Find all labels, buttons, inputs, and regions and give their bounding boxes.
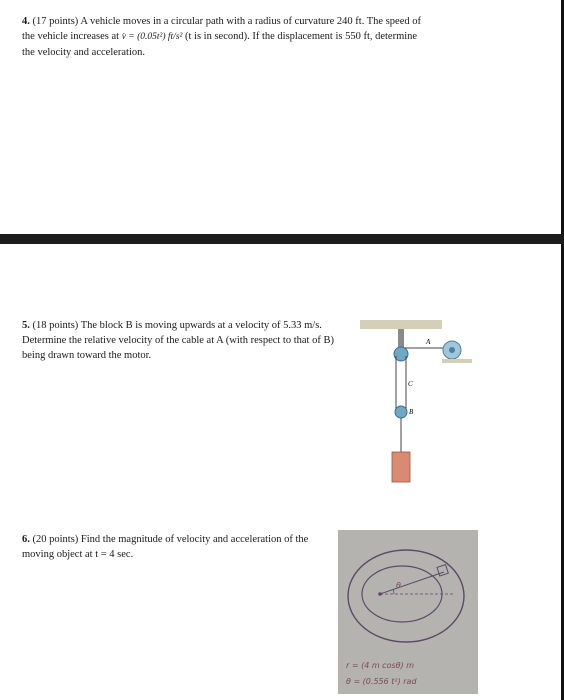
page-divider bbox=[0, 234, 564, 244]
pulley-figure bbox=[360, 314, 480, 484]
problem-points: (17 points) bbox=[32, 16, 79, 27]
motor-base bbox=[442, 359, 472, 363]
lower-pulley bbox=[395, 406, 407, 418]
handwritten-path-figure bbox=[338, 530, 478, 694]
r-equation: r = (4 m cosθ) m bbox=[346, 661, 414, 670]
problem-text: the vehicle increases at bbox=[22, 31, 120, 43]
speed-rate-formula: v̇ = (0.05t²) ft/s² bbox=[121, 32, 183, 43]
problem-text: The block B is moving upwards at a velocity of 5.33 m/s. Determine the relative velocity of the cable at A (with respect to that of B) being drawn toward the motor. bbox=[22, 320, 334, 362]
problem-number: 4. bbox=[22, 16, 30, 27]
label-b: B bbox=[409, 408, 414, 416]
motor-hub bbox=[449, 347, 455, 353]
theta-equation: θ = (0.556 t²) rad bbox=[346, 677, 417, 686]
problem-5 bbox=[22, 318, 350, 364]
problem-points: (20 points) bbox=[32, 534, 79, 545]
problem-points: (18 points) bbox=[32, 320, 79, 331]
problem-6 bbox=[22, 532, 322, 562]
problem-text: (t is in second). If the displacement is 550 ft, determine bbox=[184, 31, 418, 43]
problem-text: A vehicle moves in a circular path with a radius of curvature 240 ft. The speed of bbox=[80, 16, 421, 27]
problem-number: 5. bbox=[22, 320, 30, 331]
problem-number: 6. bbox=[22, 534, 30, 545]
problem-text: Find the magnitude of velocity and acceleration of the moving object at t = 4 sec. bbox=[22, 534, 309, 561]
block-b bbox=[392, 452, 410, 482]
label-a: A bbox=[426, 338, 431, 346]
problem-4 bbox=[22, 14, 542, 60]
angle-label: θ bbox=[396, 581, 401, 590]
label-c: C bbox=[408, 380, 413, 388]
problem-text: the velocity and acceleration. bbox=[22, 46, 146, 58]
ceiling-support bbox=[360, 320, 442, 329]
